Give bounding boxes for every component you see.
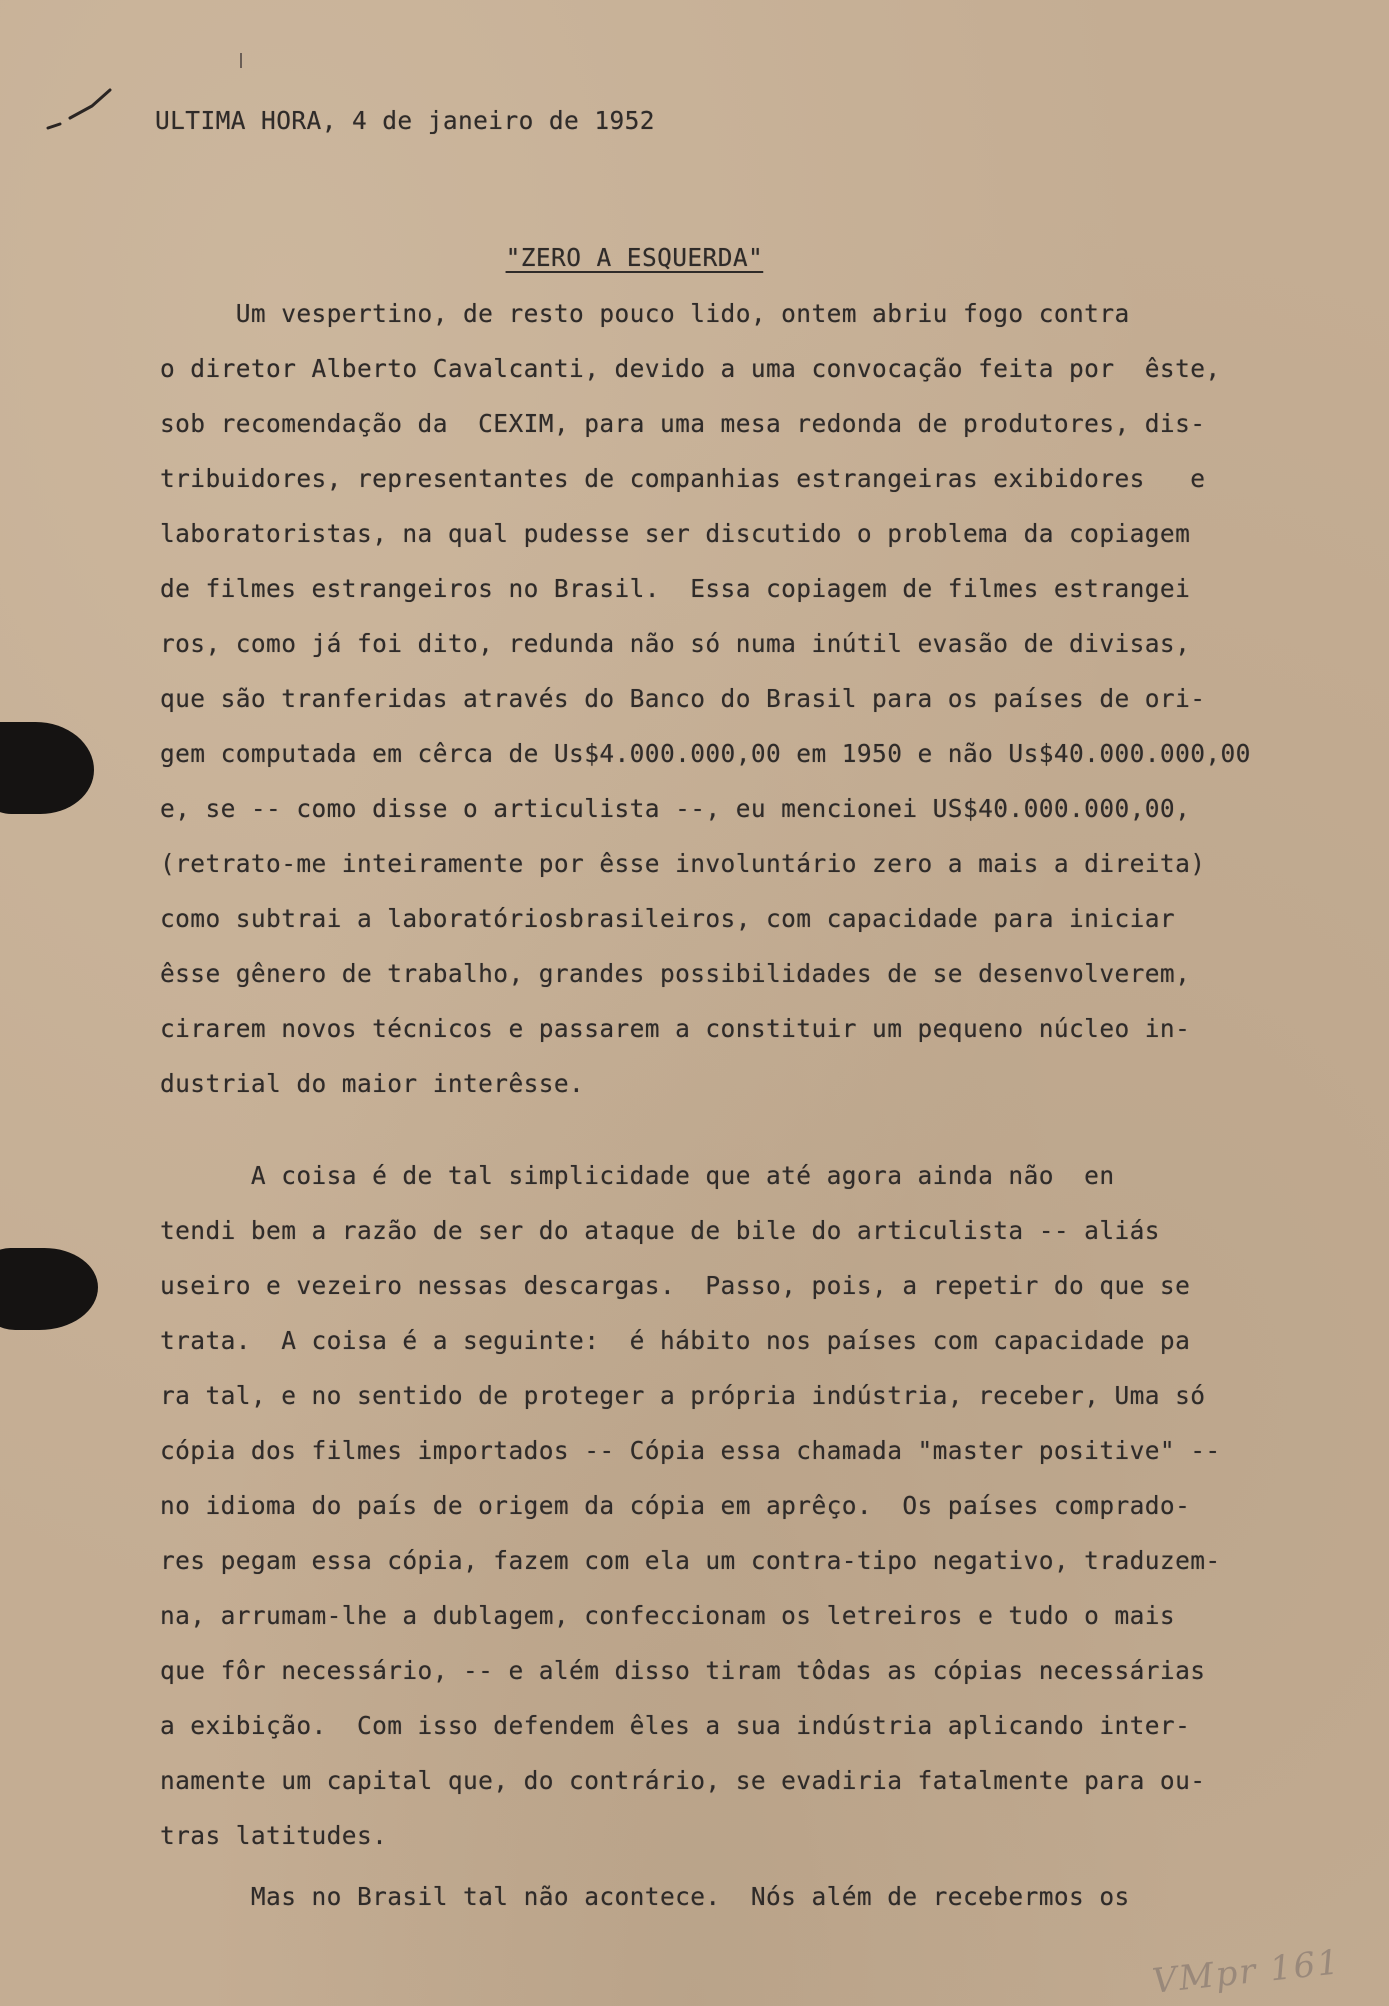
p1-line-4: tribuidores, representantes de companhias estrangeiras exibidores e: [160, 464, 1206, 493]
p1-line-15: dustrial do maior interêsse.: [160, 1069, 585, 1098]
p2-line-11: a exibição. Com isso defendem êles a sua indústria aplicando inter-: [160, 1711, 1191, 1740]
archive-mark: VMpr 161: [1150, 1942, 1343, 2002]
p1-line-13: êsse gênero de trabalho, grandes possibilidades de se desenvolverem,: [160, 959, 1191, 988]
dateline: ULTIMA HORA, 4 de janeiro de 1952: [155, 106, 655, 135]
p1-line-11: (retrato-me inteiramente por êsse involuntário zero a mais a direita): [160, 849, 1206, 878]
margin-tick-icon: [238, 52, 244, 70]
p2-line-12: namente um capital que, do contrário, se evadiria fatalmente para ou-: [160, 1766, 1206, 1795]
p2-line-10: que fôr necessário, -- e além disso tiram tôdas as cópias necessárias: [160, 1656, 1206, 1685]
p2-line-6: cópia dos filmes importados -- Cópia essa chamada "master positive" --: [160, 1436, 1221, 1465]
p1-line-2: o diretor Alberto Cavalcanti, devido a uma convocação feita por êste,: [160, 354, 1221, 383]
pen-mark-icon: [40, 80, 130, 140]
p1-line-5: laboratoristas, na qual pudesse ser discutido o problema da copiagem: [160, 519, 1191, 548]
p1-line-3: sob recomendação da CEXIM, para uma mesa redonda de produtores, dis-: [160, 409, 1206, 438]
p2-line-7: no idioma do país de origem da cópia em aprêço. Os países comprado-: [160, 1491, 1191, 1520]
p1-line-14: cirarem novos técnicos e passarem a constituir um pequeno núcleo in-: [160, 1014, 1191, 1043]
ink-blot-upper: [0, 722, 94, 814]
p1-line-6: de filmes estrangeiros no Brasil. Essa copiagem de filmes estrangei: [160, 574, 1191, 603]
p1-line-10: e, se -- como disse o articulista --, eu mencionei US$40.000.000,00,: [160, 794, 1191, 823]
p1-line-8: que são tranferidas através do Banco do Brasil para os países de ori-: [160, 684, 1206, 713]
p2-line-3: useiro e vezeiro nessas descargas. Passo, pois, a repetir do que se: [160, 1271, 1191, 1300]
p2-line-5: ra tal, e no sentido de proteger a própria indústria, receber, Uma só: [160, 1381, 1206, 1410]
p2-line-2: tendi bem a razão de ser do ataque de bile do articulista -- aliás: [160, 1216, 1160, 1245]
p1-line-9: gem computada em cêrca de Us$4.000.000,00 em 1950 e não Us$40.000.000,00: [160, 739, 1251, 768]
article-title: [445, 214, 763, 301]
article-title-text: "ZERO A ESQUERDA": [505, 243, 764, 272]
p1-line-12: como subtrai a laboratóriosbrasileiros, com capacidade para iniciar: [160, 904, 1176, 933]
p2-line-13: tras latitudes.: [160, 1821, 388, 1850]
p2-line-8: res pegam essa cópia, fazem com ela um contra-tipo negativo, traduzem-: [160, 1546, 1221, 1575]
p1-line-7: ros, como já foi dito, redunda não só numa inútil evasão de divisas,: [160, 629, 1191, 658]
p1-line-1: Um vespertino, de resto pouco lido, ontem abriu fogo contra: [160, 299, 1130, 328]
ink-blot-lower: [0, 1248, 98, 1330]
p2-line-4: trata. A coisa é a seguinte: é hábito nos países com capacidade pa: [160, 1326, 1191, 1355]
p2-line-9: na, arrumam-lhe a dublagem, confeccionam os letreiros e tudo o mais: [160, 1601, 1176, 1630]
p2-line-1: A coisa é de tal simplicidade que até agora ainda não en: [160, 1161, 1115, 1190]
p3-line-1: Mas no Brasil tal não acontece. Nós além de recebermos os: [160, 1882, 1130, 1911]
